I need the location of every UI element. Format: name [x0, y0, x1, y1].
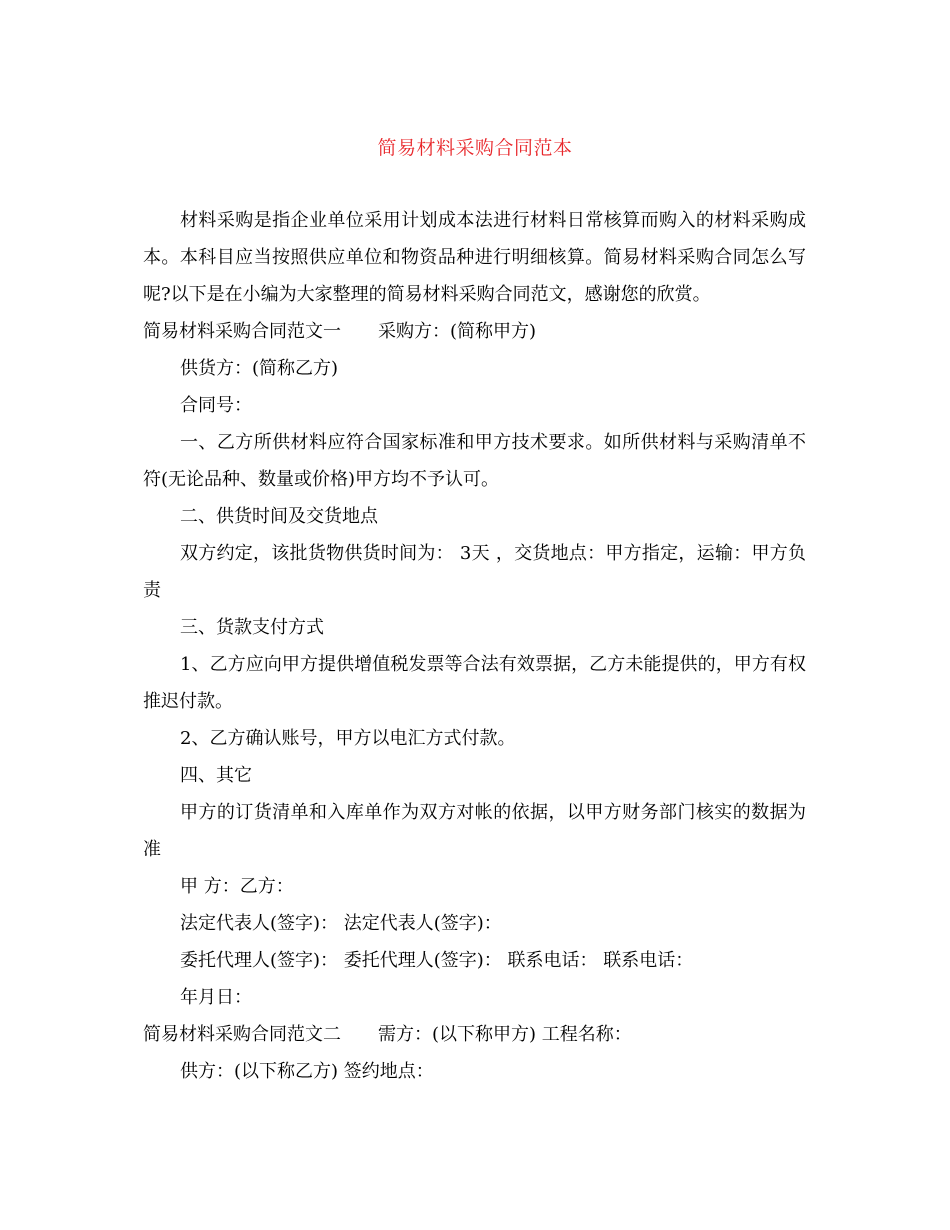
- legal-representative-line: 法定代表人(签字)： 法定代表人(签字)：: [180, 913, 502, 934]
- date-line: 年月日：: [180, 987, 252, 1008]
- sample-one-heading: 简易材料采购合同范文一: [143, 321, 341, 342]
- clause-two-heading: 二、供货时间及交货地点: [180, 506, 378, 527]
- sample-two-heading: 简易材料采购合同范文二: [143, 1024, 341, 1045]
- clause-three-heading: 三、货款支付方式: [180, 617, 324, 638]
- clause-three-item-one: 1、乙方应向甲方提供增值税发票等合法有效票据，乙方未能提供的，甲方有权推迟付款。: [143, 654, 806, 712]
- buyer-line: 采购方：(简称甲方): [378, 321, 537, 342]
- contract-number-line: 合同号：: [180, 395, 252, 416]
- clause-four-body: 甲方的订货清单和入库单作为双方对帐的依据，以甲方财务部门核实的数据为准: [143, 802, 806, 860]
- sample-two-heading-line: [143, 1016, 806, 1053]
- agent-contact-line: 委托代理人(签字)： 委托代理人(签字)： 联系电话： 联系电话：: [180, 950, 694, 971]
- clause-three-item-two: 2、乙方确认账号，甲方以电汇方式付款。: [180, 728, 516, 749]
- demand-side-line: 需方：(以下称甲方) 工程名称：: [378, 1024, 632, 1045]
- supply-side-line: 供方：(以下称乙方) 签约地点：: [180, 1061, 434, 1082]
- clause-one: 一、乙方所供材料应符合国家标准和甲方技术要求。如所供材料与采购清单不符(无论品种、数量或价格)甲方均不予认可。: [143, 432, 806, 490]
- intro-paragraph: 材料采购是指企业单位采用计划成本法进行材料日常核算而购入的材料采购成本。本科目应当按照供应单位和物资品种进行明细核算。简易材料采购合同怎么写呢?以下是在小编为大家整理的简易材料采购合同范文，感谢您的欣赏。: [143, 210, 806, 305]
- clause-four-heading: 四、其它: [180, 765, 252, 786]
- document-title: 简易材料采购合同范本: [377, 137, 573, 159]
- document-body: [143, 202, 806, 1090]
- clause-two-body: 双方约定，该批货物供货时间为： 3天 ，交货地点：甲方指定，运输：甲方负责: [143, 543, 806, 601]
- sample-one-heading-line: [143, 313, 806, 350]
- supplier-line: 供货方：(简称乙方): [180, 358, 339, 379]
- parties-line: 甲 方：乙方：: [180, 876, 294, 897]
